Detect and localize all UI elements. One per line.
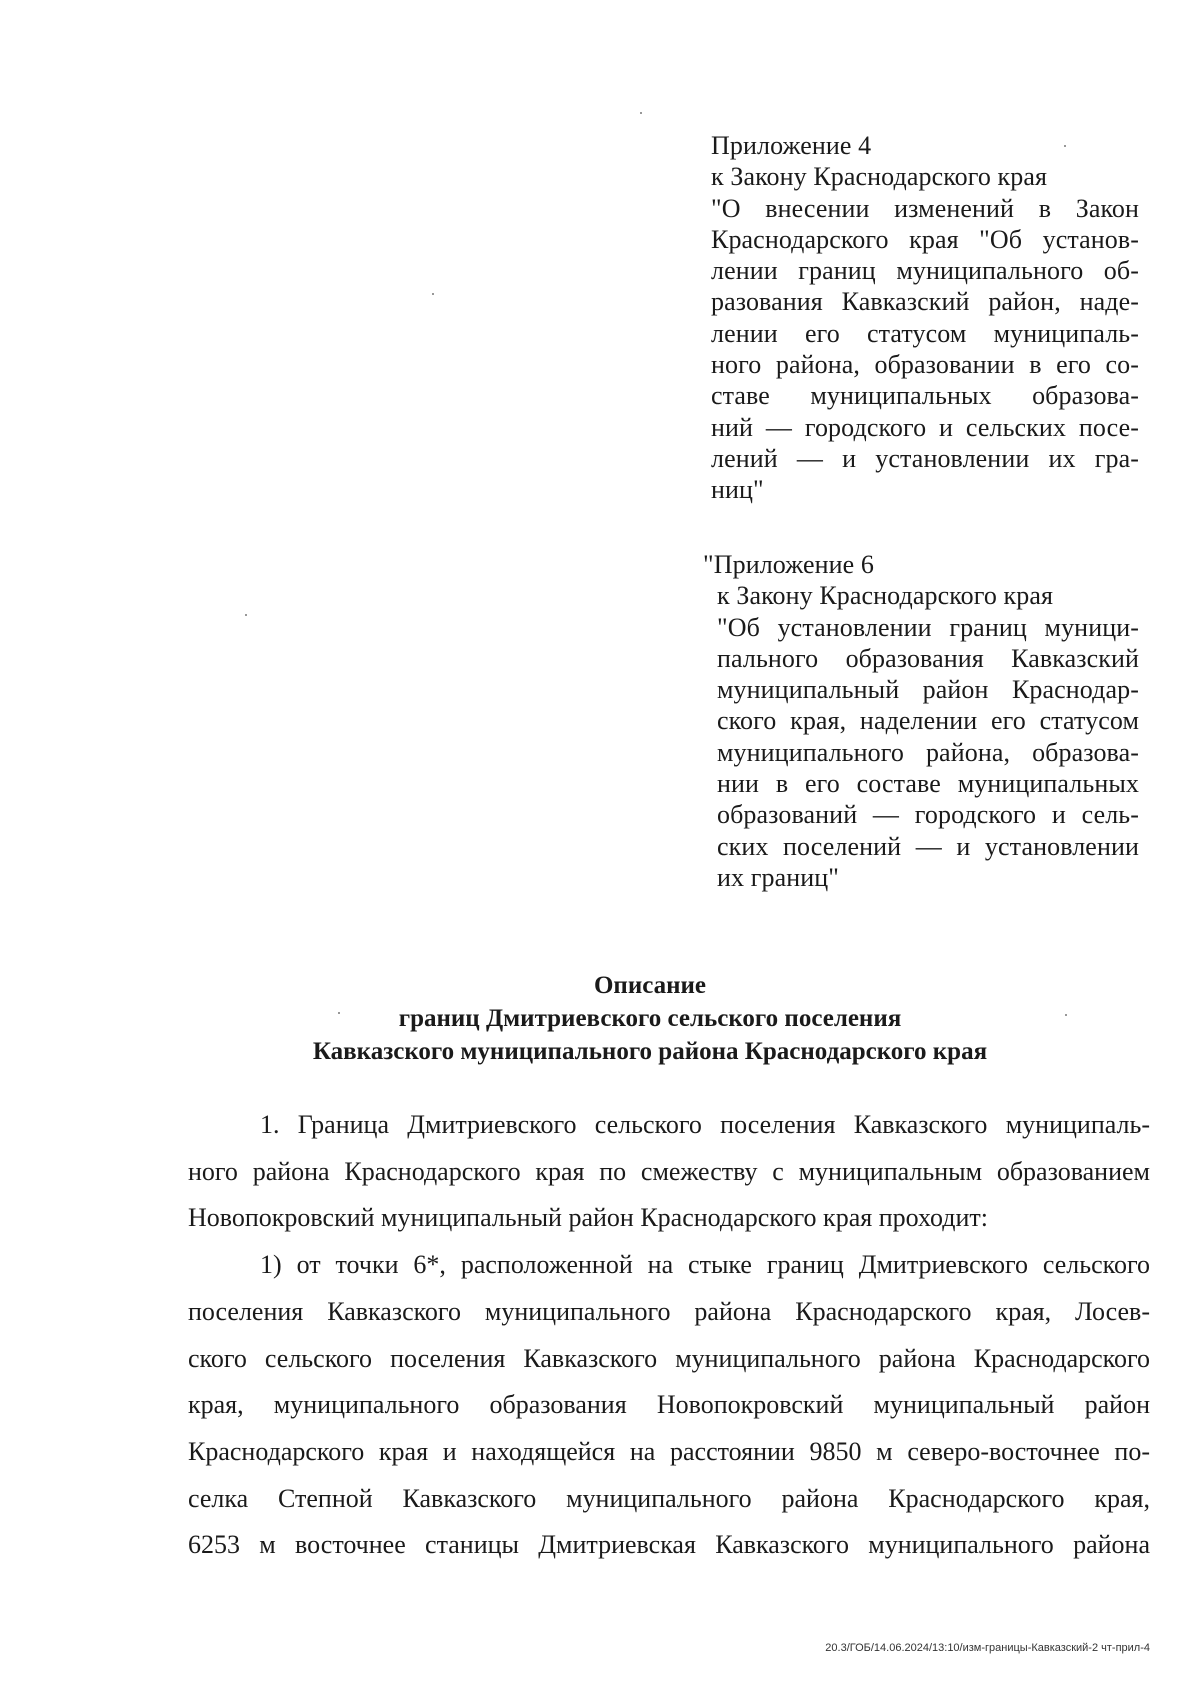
appendix-6-line: пального образования Кавказский [717,643,1139,673]
appendix-4-line: Краснодарского края "Об установ- [711,224,1139,254]
appendix-4-line: "О внесении изменений в Закон [711,193,1139,223]
body-line: Краснодарского края и находящейся на расстоянии 9850 м северо-восточнее по- [188,1436,1150,1466]
body-line: Новопокровский муниципальный район Краснодарского края проходит: [188,1203,988,1233]
scan-speck [1065,1014,1067,1016]
paragraph-2 [188,1242,1150,1569]
appendix-4-line: ний — городского и сельских посе- [711,412,1139,442]
appendix-6-line: нии в его составе муниципальных [717,769,1139,799]
appendix-6-line: муниципального района, образова- [717,737,1139,767]
appendix-6-line: к Закону Краснодарского края [717,581,1054,611]
document-title [190,969,1110,1068]
title-line: Кавказского муниципального района Краснодарского края [312,1038,988,1065]
title-line: Описание [593,972,707,999]
appendix-4-line: ставе муниципальных образова- [711,381,1139,411]
body-line: края, муниципального образования Новопокровский муниципальный район [188,1390,1150,1420]
body-line: 6253 м восточнее станицы Дмитриевская Кавказского муниципального района [188,1530,1150,1560]
appendix-4-line: лений — и установлении их гра- [711,443,1139,473]
appendix-6-line: ского края, наделении его статусом [717,706,1139,736]
appendix-4-header [711,130,1139,506]
document-body [188,1102,1150,1569]
appendix-6-header [703,549,1139,893]
appendix-6-line: "Приложение 6 [703,550,874,579]
body-line: поселения Кавказского муниципального района Краснодарского края, Лосев- [188,1296,1150,1326]
document-footer-code: 20.3/ГОБ/14.06.2024/13:10/изм-границы-Кавказский-2 чт-прил-4 [825,1642,1150,1654]
appendix-6-line: ских поселений — и установлении [717,831,1139,861]
scan-speck [245,614,247,616]
appendix-4-line: ного района, образовании в его со- [711,350,1139,380]
scan-speck [1064,145,1066,147]
appendix-6-line: "Об установлении границ муници- [717,612,1139,642]
body-line: селка Степной Кавказского муниципального района Краснодарского края, [188,1483,1150,1513]
appendix-4-line: ниц" [711,475,764,505]
appendix-6-line: муниципальный район Краснодар- [717,675,1139,705]
appendix-4-line: Приложение 4 [711,131,872,160]
appendix-4-line: разования Кавказский район, наде- [711,287,1139,317]
title-line: границ Дмитриевского сельского поселения [398,1005,902,1032]
paragraph-1 [188,1102,1150,1242]
body-line: ского сельского поселения Кавказского муниципального района Краснодарского [188,1343,1150,1373]
appendix-6-line: их границ" [717,862,839,892]
appendix-6-line: образований — городского и сель- [717,800,1139,830]
body-line: 1) от точки 6*, расположенной на стыке границ Дмитриевского сельского [260,1250,1150,1280]
scan-speck [640,112,642,114]
appendix-4-line: лении границ муниципального об- [711,256,1139,286]
body-line: 1. Граница Дмитриевского сельского поселения Кавказского муниципаль- [260,1110,1150,1139]
appendix-4-line: к Закону Краснодарского края [711,162,1048,192]
scan-speck [338,1012,340,1014]
body-line: ного района Краснодарского края по смежеству с муниципальным образованием [188,1156,1150,1186]
appendix-4-line: лении его статусом муниципаль- [711,318,1139,348]
scan-speck [432,293,434,295]
